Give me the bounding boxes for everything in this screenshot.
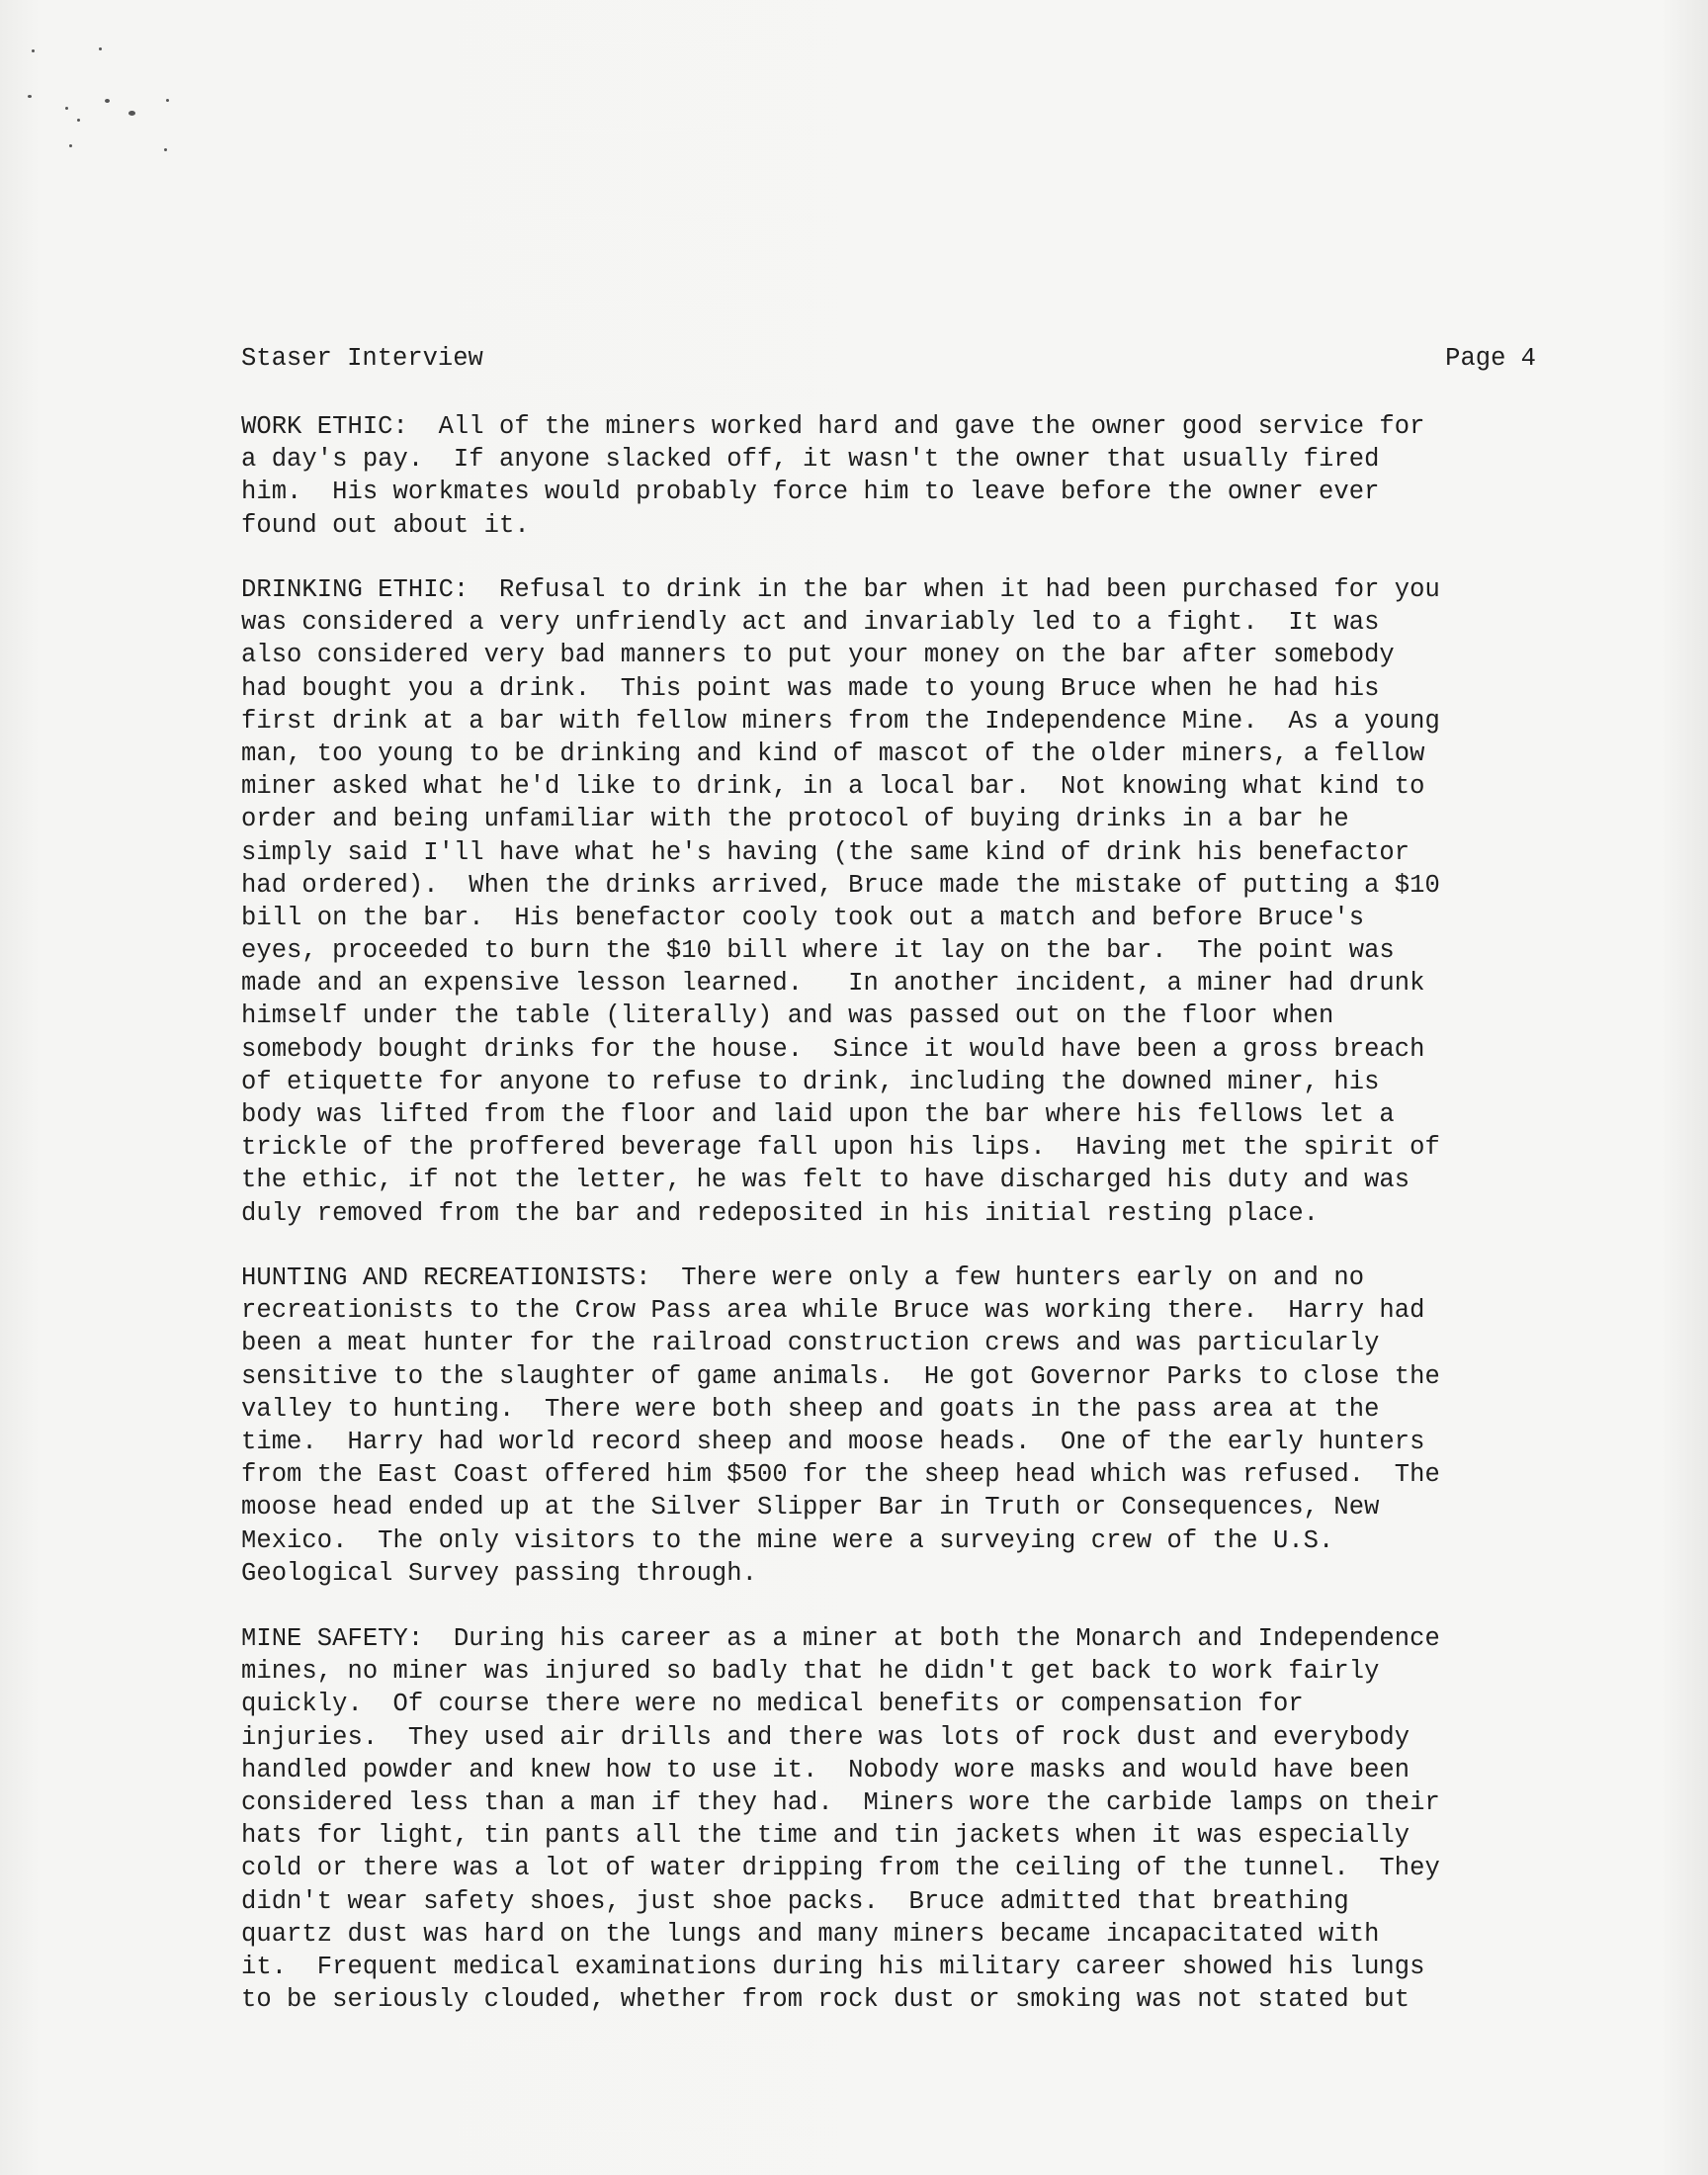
text-line: also considered very bad manners to put your money on the bar after somebody xyxy=(241,641,1395,670)
text-line: miner asked what he'd like to drink, in a local bar. Not knowing what kind to xyxy=(241,772,1425,802)
text-line: sensitive to the slaughter of game animals. He got Governor Parks to close the xyxy=(241,1361,1440,1391)
paragraph-drinking-ethic xyxy=(241,573,1546,1230)
text-line: recreationists to the Crow Pass area while Bruce was working there. Harry had xyxy=(241,1296,1425,1326)
text-line: the ethic, if not the letter, he was felt to have discharged his duty and was xyxy=(241,1166,1410,1195)
text-line: HUNTING AND RECREATIONISTS: There were only a few hunters early on and no xyxy=(241,1263,1365,1292)
text-line: duly removed from the bar and redeposited in his initial resting place. xyxy=(241,1198,1320,1228)
text-line: moose head ended up at the Silver Slipper Bar in Truth or Consequences, New xyxy=(241,1493,1380,1522)
text-line: quartz dust was hard on the lungs and many miners became incapacitated with xyxy=(241,1919,1380,1949)
scan-speck xyxy=(65,107,68,110)
text-line: trickle of the proffered beverage fall upon his lips. Having met the spirit of xyxy=(241,1133,1440,1163)
text-line: to be seriously clouded, whether from rock dust or smoking was not stated but xyxy=(241,1985,1410,2015)
text-line: didn't wear safety shoes, just shoe packs. Bruce admitted that breathing xyxy=(241,1886,1349,1916)
text-line: considered less than a man if they had. Miners wore the carbide lamps on their xyxy=(241,1787,1440,1817)
text-line: was considered a very unfriendly act and invariably led to a fight. It was xyxy=(241,608,1380,638)
scan-speck xyxy=(99,47,102,50)
text-line: had ordered). When the drinks arrived, Bruce made the mistake of putting a $10 xyxy=(241,870,1440,900)
text-line: made and an expensive lesson learned. In another incident, a miner had drunk xyxy=(241,969,1425,999)
text-line: had bought you a drink. This point was made to young Bruce when he had his xyxy=(241,673,1380,703)
text-line: DRINKING ETHIC: Refusal to drink in the bar when it had been purchased for you xyxy=(241,575,1440,604)
text-line: quickly. Of course there were no medical benefits or compensation for xyxy=(241,1690,1304,1719)
text-line: cold or there was a lot of water dripping from the ceiling of the tunnel. They xyxy=(241,1854,1440,1883)
text-line: of etiquette for anyone to refuse to drink, including the downed miner, his xyxy=(241,1067,1380,1096)
text-line: from the East Coast offered him $500 for the sheep head which was refused. The xyxy=(241,1460,1440,1490)
text-line: order and being unfamiliar with the protocol of buying drinks in a bar he xyxy=(241,805,1349,834)
paragraph-hunting-and-recreationists xyxy=(241,1262,1546,1590)
text-line: man, too young to be drinking and kind of mascot of the older miners, a fellow xyxy=(241,739,1425,768)
document-title: Staser Interview xyxy=(241,344,483,373)
text-line: it. Frequent medical examinations during his military career showed his lungs xyxy=(241,1952,1425,1981)
text-line: bill on the bar. His benefactor cooly took out a match and before Bruce's xyxy=(241,903,1365,932)
text-line: Mexico. The only visitors to the mine were a surveying crew of the U.S. xyxy=(241,1525,1334,1555)
text-line: found out about it. xyxy=(241,510,530,540)
text-line: MINE SAFETY: During his career as a miner at both the Monarch and Independence xyxy=(241,1624,1440,1653)
scan-speck xyxy=(77,119,80,122)
scan-speck xyxy=(164,148,167,151)
page-number: Page 4 xyxy=(1445,344,1536,373)
scan-speck xyxy=(28,95,32,98)
text-line: mines, no miner was injured so badly that he didn't get back to work fairly xyxy=(241,1657,1380,1687)
scan-speck xyxy=(166,99,169,102)
text-line: eyes, proceeded to burn the $10 bill where it lay on the bar. The point was xyxy=(241,936,1395,966)
text-line: valley to hunting. There were both sheep and goats in the pass area at the xyxy=(241,1394,1380,1424)
text-line: injuries. They used air drills and there was lots of rock dust and everybody xyxy=(241,1722,1410,1752)
text-line: himself under the table (literally) and was passed out on the floor when xyxy=(241,1001,1334,1031)
text-line: WORK ETHIC: All of the miners worked hard and gave the owner good service for xyxy=(241,412,1425,441)
page-header xyxy=(241,341,1536,377)
text-line: body was lifted from the floor and laid upon the bar where his fellows let a xyxy=(241,1100,1395,1129)
scan-speck xyxy=(32,49,35,52)
text-line: a day's pay. If anyone slacked off, it wasn't the owner that usually fired xyxy=(241,445,1380,475)
text-line: handled powder and knew how to use it. Nobody wore masks and would have been xyxy=(241,1755,1410,1784)
text-line: somebody bought drinks for the house. Since it would have been a gross breach xyxy=(241,1034,1425,1064)
text-line: time. Harry had world record sheep and moose heads. One of the early hunters xyxy=(241,1427,1425,1456)
scan-speck xyxy=(105,99,110,103)
scan-speck xyxy=(69,144,72,147)
paragraph-mine-safety xyxy=(241,1622,1546,2016)
paragraph-work-ethic xyxy=(241,410,1546,542)
text-line: first drink at a bar with fellow miners from the Independence Mine. As a young xyxy=(241,706,1440,736)
text-line: hats for light, tin pants all the time and tin jackets when it was especially xyxy=(241,1821,1410,1851)
scan-speck xyxy=(128,111,135,116)
text-line: simply said I'll have what he's having (the same kind of drink his benefactor xyxy=(241,837,1410,867)
text-line: been a meat hunter for the railroad construction crews and was particularly xyxy=(241,1329,1380,1358)
text-line: Geological Survey passing through. xyxy=(241,1558,757,1588)
text-line: him. His workmates would probably force him to leave before the owner ever xyxy=(241,478,1380,507)
